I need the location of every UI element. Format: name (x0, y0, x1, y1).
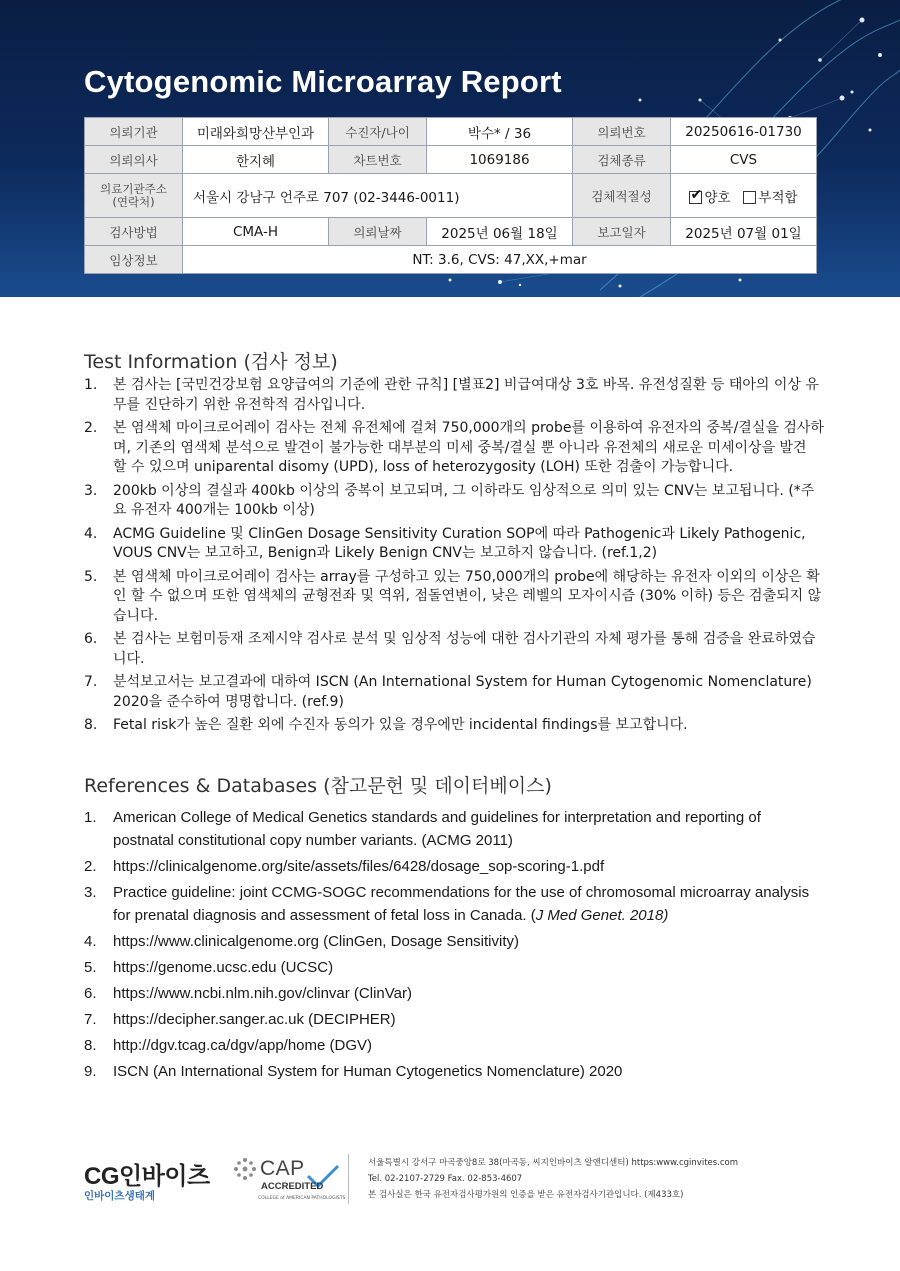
patient-label: 수진자/나이 (329, 118, 427, 146)
clinical-value: NT: 3.6, CVS: 47,XX,+mar (183, 246, 817, 274)
reference-link[interactable]: https://decipher.sanger.ac.uk (DECIPHER) (113, 1011, 396, 1028)
request-date-label: 의뢰날짜 (329, 218, 427, 246)
report-date-value: 2025년 07월 01일 (671, 218, 817, 246)
footer-address: 서울특별시 강서구 마곡중앙8로 38(마곡동, 씨지인바이츠 알앤디센터) https:www.cginvites.com (368, 1158, 739, 1168)
patient-value: 박수* / 36 (427, 118, 573, 146)
list-item: 4. https://www.clinicalgenome.org (ClinGen, Dosage Sensitivity) (84, 933, 520, 950)
footer-contact (368, 1155, 738, 1203)
request-date-value: 2025년 06월 18일 (427, 218, 573, 246)
report-date-label: 보고일자 (573, 218, 671, 246)
specimen-type-value: CVS (671, 146, 817, 174)
list-item: 2. https://clinicalgenome.org/site/assets/files/6428/dosage_sop-scoring-1.pdf (84, 858, 605, 875)
cap-college-text: COLLEGE of AMERICAN PATHOLOGISTS (258, 1196, 346, 1201)
suitability-good-label: 양호 (704, 189, 731, 206)
list-item: 4. ACMG Guideline 및 ClinGen Dosage Sensitivity Curation SOP에 따라 Pathogenic과 Likely Pathogenic, VOUS CNV는 보고하고, Benign과 Likely Benign CNV는 보고하지 않습니다. (ref.1,2) (84, 525, 806, 561)
footer-divider (348, 1154, 349, 1204)
request-no-value: 20250616-01730 (671, 118, 817, 146)
test-info-list (84, 376, 824, 740)
reference-link[interactable]: http://dgv.tcag.ca/dgv/app/home (DGV) (113, 1037, 373, 1054)
reference-link[interactable]: https://clinicalgenome.org/site/assets/files/6428/dosage_sop-scoring-1.pdf (113, 858, 605, 875)
list-item: 7. https://decipher.sanger.ac.uk (DECIPHER) (84, 1011, 396, 1028)
institution-value: 미래와희망산부인과 (183, 118, 329, 146)
cap-emblem-icon (232, 1156, 258, 1182)
chart-no-label: 차트번호 (329, 146, 427, 174)
list-item: 3. Practice guideline: joint CCMG-SOGC recommendations for the use of chromosomal microarray analysis for prenatal diagnosis and assessment of fetal loss in Canada. (J Med Genet. 2018) (84, 884, 810, 924)
company-logo: CG인바이츠 (84, 1163, 210, 1190)
list-item: 3. 200kb 이상의 결실과 400kb 이상의 중복이 보고되며, 그 이하라도 임상적으로 의미 있는 CNV는 보고됩니다. (*주요 유전자 400개는 100kb 이상) (84, 482, 815, 518)
cap-text: CAP (260, 1157, 305, 1180)
list-item: 8. http://dgv.tcag.ca/dgv/app/home (DGV) (84, 1037, 373, 1054)
footer-note: 본 검사실은 한국 유전자검사평가원의 인증을 받은 유전자검사기관입니다. (제433호) (368, 1190, 684, 1200)
references-list (84, 806, 814, 1086)
doctor-label: 의뢰의사 (85, 146, 183, 174)
suitability-bad-checkbox[interactable] (743, 191, 756, 204)
cap-accredited-logo (232, 1154, 346, 1206)
list-item: 9. ISCN (An International System for Human Cytogenetics Nomenclature) 2020 (84, 1063, 623, 1080)
reference-link[interactable]: https://genome.ucsc.edu (UCSC) (113, 959, 334, 976)
cap-accredited-text: ACCREDITED (261, 1181, 324, 1192)
list-item: 5. https://genome.ucsc.edu (UCSC) (84, 959, 334, 976)
reference-link[interactable]: https://www.clinicalgenome.org (ClinGen, Dosage Sensitivity) (113, 933, 520, 950)
doctor-value: 한지혜 (183, 146, 329, 174)
list-item: 8. Fetal risk가 높은 질환 외에 수진자 동의가 있을 경우에만 incidental findings를 보고합니다. (84, 717, 688, 733)
report-header-banner (0, 0, 900, 297)
test-info-heading: Test Information (검사 정보) (84, 351, 338, 373)
report-title: Cytogenomic Microarray Report (84, 64, 562, 99)
list-item: 6. https://www.ncbi.nlm.nih.gov/clinvar (ClinVar) (84, 985, 412, 1002)
institution-label: 의뢰기관 (85, 118, 183, 146)
patient-info-table (84, 117, 817, 274)
list-item: 7. 분석보고서는 보고결과에 대하여 ISCN (An International System for Human Cytogenomic Nomenclature) 2020을 준수하여 명명합니다. (ref.9) (84, 674, 812, 710)
suitability-good-checkbox[interactable] (689, 191, 702, 204)
suitability-bad-label: 부적합 (758, 189, 798, 206)
list-item: 6. 본 검사는 보험미등재 조제시약 검사로 분석 및 임상적 성능에 대한 검사기관의 자체 평가를 통해 검증을 완료하였습니다. (84, 631, 816, 667)
method-value: CMA-H (183, 218, 329, 246)
address-value: 서울시 강남구 언주로 707 (02-3446-0011) (183, 174, 573, 218)
list-item: 1. American College of Medical Genetics standards and guidelines for interpretation and reporting of postnatal constitutional copy number variants. (ACMG 2011) (84, 809, 761, 849)
list-item: 1. 본 검사는 [국민건강보험 요양급여의 기준에 관한 규칙] [별표2] 비급여대상 3호 바목. 유전성질환 등 태아의 이상 유무를 진단하기 위한 유전학적 검사입니다. (84, 377, 819, 413)
list-item: 2. 본 염색체 마이크로어레이 검사는 전체 유전체에 걸쳐 750,000개의 probe를 이용하여 유전자의 중복/결실을 검사하며, 기존의 염색체 분석으로 발견이 불가능한 대부분의 미세 중복/결실 뿐 아니라 유전체의 새로운 미세이상을 발견 할 수 있으며 uniparental disomy (UPD), loss of heterozygosity (LOH) 또한 검출이 가능합니다. (84, 420, 824, 475)
suitability-options (671, 174, 817, 218)
references-heading: References & Databases (참고문헌 및 데이터베이스) (84, 775, 552, 797)
clinical-label: 임상정보 (85, 246, 183, 274)
suitability-label: 검체적절성 (573, 174, 671, 218)
company-logo-subtitle: 인바이츠생태계 (84, 1190, 156, 1202)
specimen-type-label: 검체종류 (573, 146, 671, 174)
method-label: 검사방법 (85, 218, 183, 246)
footer-tel: Tel. 02-2107-2729 Fax. 02-853-4607 (368, 1174, 523, 1184)
request-no-label: 의뢰번호 (573, 118, 671, 146)
reference-link[interactable]: https://www.ncbi.nlm.nih.gov/clinvar (ClinVar) (113, 985, 412, 1002)
report-footer (84, 1152, 824, 1212)
list-item: 5. 본 염색체 마이크로어레이 검사는 array를 구성하고 있는 750,000개의 probe에 해당하는 유전자 이외의 이상은 확인 할 수 없으며 또한 염색체의 균형전좌 및 역위, 점돌연변이, 낮은 레벨의 모자이시즘 (30% 이하) 등은 검출되지 않습니다. (84, 568, 822, 624)
chart-no-value: 1069186 (427, 146, 573, 174)
address-label: 의료기관주소 (연락처) (85, 174, 183, 218)
